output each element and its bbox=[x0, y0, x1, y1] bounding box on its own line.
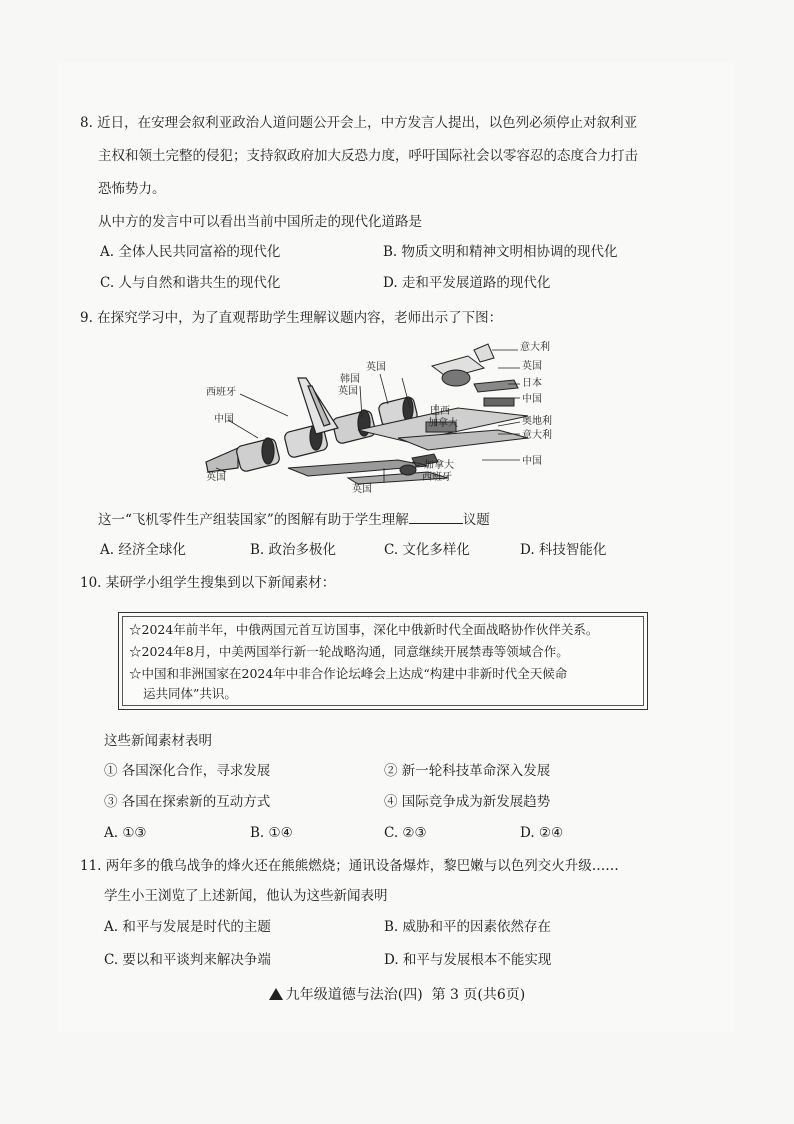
diagram-label-uk-bottom-left: 英国 bbox=[206, 472, 226, 483]
q8-line1: 8. 近日，在安理会叙利亚政治人道问题公开会上，中方发言人提出，以色列必须停止对叙利亚 bbox=[80, 115, 638, 131]
q11-option-b[interactable]: B. 威胁和平的因素依然存在 bbox=[384, 919, 552, 935]
q10-item-3: ③ 各国在探索新的互动方式 bbox=[104, 794, 271, 810]
diagram-label-brazil: 巴西 bbox=[430, 406, 450, 417]
news-materials-box bbox=[118, 612, 648, 710]
diagram-label-uk-mid: 英国 bbox=[338, 386, 358, 397]
q10-item-4: ④ 国际竞争成为新发展趋势 bbox=[384, 794, 551, 810]
diagram-label-austria: 奥地利 bbox=[522, 416, 552, 427]
q8-stem: 从中方的发言中可以看出当前中国所走的现代化道路是 bbox=[98, 214, 422, 230]
page-footer bbox=[0, 984, 794, 1004]
triangle-logo-icon bbox=[269, 988, 283, 1000]
diagram-label-china-bottom-right: 中国 bbox=[522, 456, 542, 467]
q9-option-d[interactable]: D. 科技智能化 bbox=[520, 542, 607, 558]
diagram-label-china-right: 中国 bbox=[522, 394, 542, 405]
diagram-label-korea: 韩国 bbox=[340, 374, 360, 385]
diagram-label-uk-bottom: 英国 bbox=[352, 484, 372, 495]
q9-answer-blank[interactable] bbox=[409, 509, 463, 524]
q10-item-2: ② 新一轮科技革命深入发展 bbox=[384, 763, 551, 779]
q10-option-c[interactable]: C. ②③ bbox=[384, 825, 427, 841]
q8-option-a[interactable]: A. 全体人民共同富裕的现代化 bbox=[100, 244, 281, 260]
q9-stem-after: 议题 bbox=[462, 512, 490, 528]
q10-option-d[interactable]: D. ②④ bbox=[520, 825, 564, 841]
diagram-label-canada-mid: 加拿大 bbox=[428, 418, 458, 429]
q11-option-d[interactable]: D. 和平与发展根本不能实现 bbox=[384, 952, 552, 968]
q10-option-b[interactable]: B. ①④ bbox=[250, 825, 293, 841]
q9-option-c[interactable]: C. 文化多样化 bbox=[384, 542, 470, 558]
q9-option-b[interactable]: B. 政治多极化 bbox=[250, 542, 337, 558]
q10-line1: 10. 某研学小组学生搜集到以下新闻素材： bbox=[80, 575, 336, 591]
q11-option-a[interactable]: A. 和平与发展是时代的主题 bbox=[104, 919, 271, 935]
diagram-label-china-left: 中国 bbox=[214, 414, 234, 425]
news-item-2: ☆2024年8月，中美两国举行新一轮战略沟通，同意继续开展禁毒等领域合作。 bbox=[129, 644, 569, 659]
q11-option-c[interactable]: C. 要以和平谈判来解决争端 bbox=[104, 952, 271, 968]
q8-option-d[interactable]: D. 走和平发展道路的现代化 bbox=[383, 275, 551, 291]
q11-line1: 11. 两年多的俄乌战争的烽火还在熊熊燃烧；通讯设备爆炸，黎巴嫩与以色列交火升级…… bbox=[80, 858, 619, 874]
diagram-label-spain: 西班牙 bbox=[206, 387, 236, 398]
diagram-label-uk-right: 英国 bbox=[522, 361, 542, 372]
q11-stem: 学生小王浏览了上述新闻，他认为这些新闻表明 bbox=[104, 888, 388, 904]
airplane-parts-diagram bbox=[198, 338, 570, 498]
q8-line3: 恐怖势力。 bbox=[98, 181, 166, 197]
q9-option-a[interactable]: A. 经济全球化 bbox=[100, 542, 186, 558]
q8-option-b[interactable]: B. 物质文明和精神文明相协调的现代化 bbox=[383, 244, 618, 260]
q9-line1: 9. 在探究学习中，为了直观帮助学生理解议题内容，老师出示了下图： bbox=[80, 310, 503, 326]
q8-option-c[interactable]: C. 人与自然和谐共生的现代化 bbox=[100, 275, 281, 291]
news-item-3b: 运共同体”共识。 bbox=[143, 686, 237, 701]
diagram-label-italy-top: 意大利 bbox=[520, 342, 550, 353]
diagram-label-spain-bottom: 西班牙 bbox=[422, 472, 452, 483]
diagram-label-japan: 日本 bbox=[522, 378, 542, 389]
diagram-label-canada-bottom: 加拿大 bbox=[424, 460, 454, 471]
news-item-3a: ☆中国和非洲国家在2024年中非合作论坛峰会上达成“构建中非新时代全天候命 bbox=[129, 666, 568, 681]
footer-subject: 九年级道德与法治(四) bbox=[285, 987, 423, 1003]
diagram-label-italy-bottom: 意大利 bbox=[522, 430, 552, 441]
q10-stem: 这些新闻素材表明 bbox=[104, 733, 212, 749]
q9-stem-before: 这一“飞机零件生产组装国家”的图解有助于学生理解 bbox=[98, 512, 409, 528]
news-item-1: ☆2024年前半年，中俄两国元首互访国事，深化中俄新时代全面战略协作伙伴关系。 bbox=[129, 622, 599, 637]
q10-option-a[interactable]: A. ①③ bbox=[104, 825, 147, 841]
q10-item-1: ① 各国深化合作，寻求发展 bbox=[104, 763, 271, 779]
diagram-label-uk-top: 英国 bbox=[366, 362, 386, 373]
footer-page-number: 第 3 页(共6页) bbox=[431, 987, 526, 1003]
tail-fin bbox=[298, 378, 338, 434]
q8-line2: 主权和领土完整的侵犯；支持叙政府加大反恐力度，呼吁国际社会以零容忍的态度合力打击 bbox=[98, 148, 638, 164]
q9-stem bbox=[98, 509, 490, 529]
